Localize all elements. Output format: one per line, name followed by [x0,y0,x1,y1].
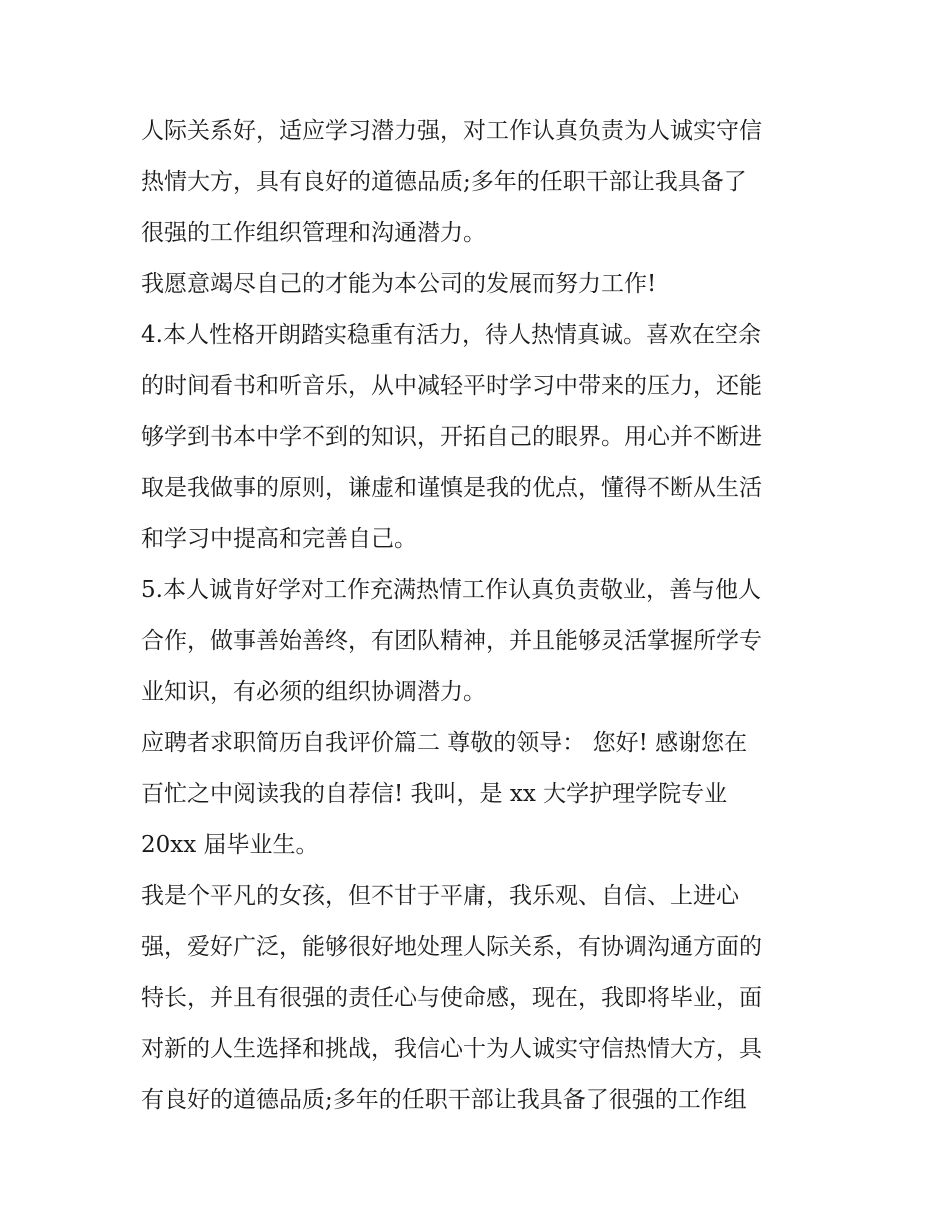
text-line: 5.本人诚肯好学对工作充满热情工作认真负责敬业，善与他人 [141,577,761,603]
text-line: 特长，并且有很强的责任心与使命感，现在，我即将毕业，面 [141,985,762,1011]
text-line: 的时间看书和听音乐，从中减轻平时学习中带来的压力，还能 [141,373,762,399]
text-line: 应聘者求职简历自我评价篇二 尊敬的领导： 您好! 感谢您在 [141,730,748,756]
text-line: 取是我做事的原则，谦虚和谨慎是我的优点，懂得不断从生活 [141,475,762,501]
text-line: 够学到书本中学不到的知识，开拓自己的眼界。用心并不断进 [141,424,762,450]
text-line: 有良好的道德品质;多年的任职干部让我具备了很强的工作组 [141,1087,747,1113]
text-line: 人际关系好，适应学习潜力强，对工作认真负责为人诚实守信 [141,118,762,144]
text-line: 业知识，有必须的组织协调潜力。 [141,679,486,705]
text-line: 热情大方，具有良好的道德品质;多年的任职干部让我具备了 [141,169,747,195]
text-line: 20xx 届毕业生。 [141,832,319,858]
document-body [141,106,821,1126]
text-line: 4.本人性格开朗踏实稳重有活力，待人热情真诚。喜欢在空余 [141,322,761,348]
text-line: 合作，做事善始善终，有团队精神，并且能够灵活掌握所学专 [141,628,762,654]
text-line: 百忙之中阅读我的自荐信! 我叫，是 xx 大学护理学院专业 [141,781,728,807]
text-line: 对新的人生选择和挑战，我信心十为人诚实守信热情大方，具 [141,1036,762,1062]
text-line: 我愿意竭尽自己的才能为本公司的发展而努力工作! [141,271,657,297]
text-line: 和学习中提高和完善自己。 [141,526,417,552]
text-line: 强，爱好广泛，能够很好地处理人际关系，有协调沟通方面的 [141,934,762,960]
text-line: 很强的工作组织管理和沟通潜力。 [141,220,486,246]
text-line: 我是个平凡的女孩，但不甘于平庸，我乐观、自信、上进心 [141,883,739,909]
